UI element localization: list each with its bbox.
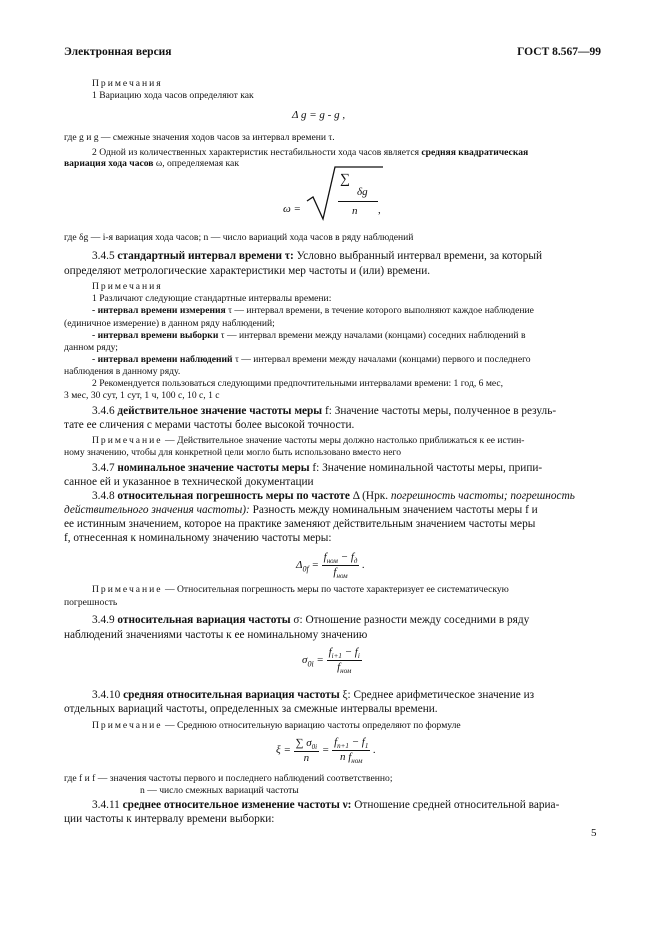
- note-line: где δg — i-я вариация хода часов; n — число вариаций хода часов в ряду наблюдений: [64, 232, 414, 243]
- section-3-4-9: [92, 614, 529, 626]
- definition-line: отдельных вариаций частоты, определенных за смежные интервалы времени.: [64, 703, 438, 715]
- formula-variation: Δ g = g - g ,: [292, 109, 346, 121]
- definition-line: ее истинным значением, которое на практике заменяют действительным значением частоты меры: [64, 518, 536, 530]
- note-label: Примечание: [92, 584, 163, 595]
- term: относительная вариация частоты: [117, 614, 291, 626]
- section-number: 3.4.7: [92, 462, 115, 474]
- note-text: τ — интервал времени между началами (концами) первого и последнего: [232, 354, 531, 365]
- note-line: где f и f — значения частоты первого и последнего наблюдений соответственно;: [64, 773, 393, 784]
- deprecated-term: действительного значения частоты):: [64, 504, 250, 516]
- notes-label: Примечания: [92, 78, 163, 89]
- section-number: 3.4.9: [92, 614, 115, 626]
- section-3-4-7: [92, 462, 542, 474]
- header-left: Электронная версия: [64, 46, 172, 58]
- section-3-4-11: [92, 799, 559, 811]
- term: - интервал времени наблюдений: [92, 354, 233, 365]
- note-line: где g и g — смежные значения ходов часов за интервал времени τ.: [64, 132, 335, 143]
- note-line: наблюдения в данному ряду.: [64, 366, 181, 377]
- section-number: 3.4.5: [92, 250, 115, 262]
- definition: f: Значение номинальной частоты меры, припи-: [309, 462, 543, 474]
- section-number: 3.4.6: [92, 405, 115, 417]
- note-text: — Относительная погрешность меры по частоте характеризует ее систематическую: [162, 584, 509, 595]
- note-line: 1 Вариацию хода часов определяют как: [92, 90, 254, 101]
- formula-omega-lhs: ω =: [283, 203, 301, 215]
- term: стандартный интервал времени τ:: [117, 250, 294, 262]
- definition: f: Значение частоты меры, полученное в резуль-: [322, 405, 557, 417]
- term: номинальное значение частоты меры: [117, 462, 310, 474]
- section-number: 3.4.10: [92, 689, 121, 701]
- definition: Отношение средней относительной вариа-: [351, 799, 560, 811]
- formula-xi: ξ = $\frac{\sum \sigma_{0i}}{n}$ = $\frac{f_{n+1} - f_1}{n f_{ном}}$ .: [276, 736, 376, 766]
- formula-term: δg: [357, 186, 368, 198]
- definition-line: санное ей и указанное в технической документации: [64, 476, 314, 488]
- note-line: [92, 147, 528, 158]
- fraction: $\frac{f_{n+1} - f_1}{n f_{ном}}$: [334, 736, 369, 766]
- note-line: [92, 305, 534, 316]
- definition-line: определяют метрологические характеристики мер частоты и (или) времени.: [64, 265, 431, 277]
- term: средняя относительная вариация частоты: [123, 689, 340, 701]
- term: вариация хода часов: [64, 158, 154, 169]
- note-text: 2 Одной из количественных характеристик нестабильности хода часов является: [92, 147, 419, 158]
- definition-line: [64, 504, 538, 516]
- note-line: [92, 584, 509, 595]
- deprecated-term: погрешность частоты; погрешность: [388, 490, 575, 502]
- note-text: — Действительное значение частоты меры должно настолько приближаться к ее истин-: [162, 435, 525, 446]
- definition: Δ (Нрк.: [349, 490, 389, 502]
- term: - интервал времени измерения: [92, 305, 226, 316]
- note-label: Примечание: [92, 435, 163, 446]
- definition-line: ции частоты к интервалу времени выборки:: [64, 813, 275, 825]
- definition-line: тате ее сличения с мерами частоты более высокой точности.: [64, 419, 355, 431]
- note-line: погрешность: [64, 597, 118, 608]
- note-line: (единичное измерение) в данном ряду наблюдений;: [64, 318, 275, 329]
- fraction: $\frac{\sum \sigma_{0i}}{n}$: [295, 737, 318, 765]
- section-3-4-8: [92, 490, 575, 502]
- note-line: 2 Рекомендуется пользоваться следующими предпочтительными интервалами времени: 1 год, 6 мес,: [92, 378, 504, 389]
- definition: σ: Отношение разности между соседними в ряду: [290, 614, 530, 626]
- note-line: 1 Различают следующие стандартные интервалы времени:: [92, 293, 332, 304]
- note-line: n — число смежных вариаций частоты: [140, 785, 299, 796]
- note-line: [92, 354, 531, 365]
- note-line: [92, 330, 526, 341]
- formula-sigma: $\sigma_{0i}$ = $\frac{f_{i+1} - f_i}{f_{ном}}$: [302, 646, 360, 676]
- note-text: τ — интервал времени между началами (концами) соседних наблюдений в: [218, 330, 526, 341]
- header-right: ГОСТ 8.567—99: [517, 46, 601, 58]
- definition-line: f, отнесенная к номинальному значению частоты меры:: [64, 532, 332, 544]
- note-line: ному значению, чтобы для конкретной цели могло быть использовано вместо него: [64, 447, 402, 458]
- note-line: [64, 158, 239, 169]
- term: среднее относительное изменение частоты ν:: [122, 799, 352, 811]
- formula-comma: ,: [378, 204, 381, 216]
- section-3-4-6: [92, 405, 556, 417]
- note-text: τ — интервал времени, в течение которого выполняют каждое наблюдение: [225, 305, 534, 316]
- notes-label: Примечания: [92, 281, 163, 292]
- definition-line: наблюдений значениями частоты к ее номинальному значению: [64, 629, 368, 641]
- formula-denominator: n: [352, 205, 358, 217]
- formula-delta: $\Delta_{0f}$ = $\frac{f_{ном} - f_д}{f_{ном}}$ .: [296, 551, 365, 581]
- note-line: данном ряду;: [64, 342, 118, 353]
- note-label: Примечание: [92, 720, 163, 731]
- fraction: $\frac{f_{i+1} - f_i}{f_{ном}}$: [328, 646, 360, 676]
- term: действительное значение частоты меры: [117, 405, 323, 417]
- term: - интервал времени выборки: [92, 330, 219, 341]
- definition: ξ: Среднее арифметическое значение из: [339, 689, 535, 701]
- section-number: 3.4.11: [92, 799, 120, 811]
- section-3-4-10: [92, 689, 534, 701]
- page-number: 5: [591, 827, 597, 839]
- sum-sign: ∑: [340, 172, 350, 187]
- note-text: ω, определяемая как: [153, 158, 239, 169]
- section-number: 3.4.8: [92, 490, 115, 502]
- note-line: 3 мес, 30 сут, 1 сут, 1 ч, 100 с, 10 с, 1 с: [64, 390, 220, 401]
- fraction-bar: [338, 201, 378, 202]
- note-text: — Среднюю относительную вариацию частоты определяют по формуле: [162, 720, 461, 731]
- definition: Разность между номинальным значением частоты меры f и: [249, 504, 538, 516]
- section-3-4-5: [92, 250, 542, 262]
- term: относительная погрешность меры по частоте: [117, 490, 350, 502]
- term: средняя квадратическая: [421, 147, 529, 158]
- definition: Условно выбранный интервал времени, за который: [293, 250, 543, 262]
- note-line: [92, 435, 524, 446]
- note-line: [92, 720, 461, 731]
- fraction: $\frac{f_{ном} - f_д}{f_{ном}}$: [323, 551, 358, 581]
